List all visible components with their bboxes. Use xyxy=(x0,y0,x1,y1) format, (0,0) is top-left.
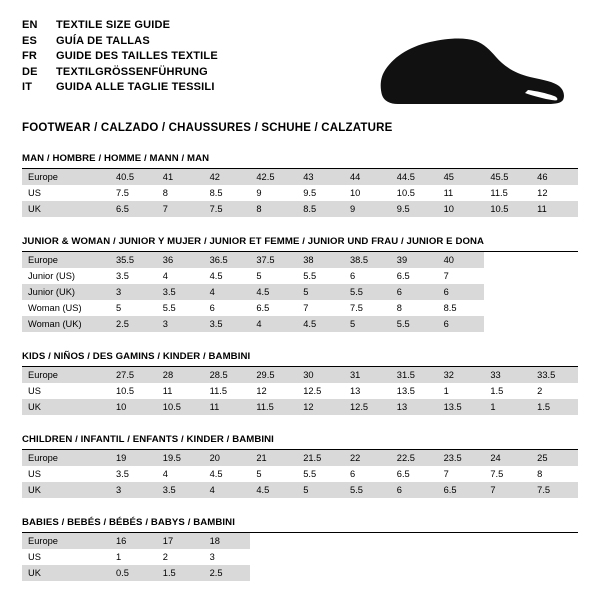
size-cell: 1.5 xyxy=(157,565,204,581)
size-cell: 3.5 xyxy=(116,469,129,479)
size-cell: 8 xyxy=(396,303,402,313)
table-row xyxy=(22,565,578,581)
table-row xyxy=(22,399,578,415)
table-row xyxy=(22,383,578,399)
empty-cell xyxy=(531,284,578,300)
size-cell: 5.5 xyxy=(162,303,176,313)
size-cell: 7.5 xyxy=(116,188,129,198)
size-cell: 10.5 xyxy=(116,386,135,396)
table-row xyxy=(22,300,578,316)
size-cell: 13.5 xyxy=(396,386,415,396)
size-cell: 5 xyxy=(116,303,122,313)
size-cell: 6.5 xyxy=(438,482,485,498)
size-cell: 17 xyxy=(157,533,204,549)
size-cell: 4.5 xyxy=(209,469,223,479)
table-row xyxy=(22,252,578,268)
size-cell: 12.5 xyxy=(303,386,322,396)
size-cell: 7.5 xyxy=(349,303,363,313)
size-cell: 37.5 xyxy=(250,252,297,268)
size-cell: 46 xyxy=(531,169,578,185)
size-group-title: MAN / HOMBRE / HOMME / MANN / MAN xyxy=(22,153,578,169)
size-cell: 10.5 xyxy=(484,201,531,217)
size-cell: 43 xyxy=(297,169,344,185)
size-cell: 2 xyxy=(162,552,168,562)
size-table xyxy=(22,169,578,217)
size-cell: 27.5 xyxy=(110,367,157,383)
size-cell: 4.5 xyxy=(250,482,297,498)
row-label: Junior (US) xyxy=(28,271,76,281)
size-cell: 2.5 xyxy=(110,316,157,332)
size-cell: 7 xyxy=(443,271,449,281)
page-header xyxy=(22,18,578,106)
size-cell: 8 xyxy=(162,188,168,198)
dress-shoe-icon xyxy=(378,28,568,108)
size-cell: 40 xyxy=(438,252,485,268)
size-cell: 28 xyxy=(157,367,204,383)
size-cell: 12 xyxy=(256,386,267,396)
table-row xyxy=(22,466,578,482)
size-table xyxy=(22,533,578,581)
language-code: EN xyxy=(22,19,38,31)
size-cell: 5 xyxy=(297,482,344,498)
size-cell: 10 xyxy=(438,201,485,217)
table-row xyxy=(22,316,578,332)
size-cell: 13 xyxy=(349,386,361,396)
size-cell: 45.5 xyxy=(484,169,531,185)
size-cell: 3.5 xyxy=(157,284,204,300)
size-cell: 6 xyxy=(438,284,485,300)
size-cell: 23.5 xyxy=(438,450,485,466)
size-cell: 3 xyxy=(209,552,215,562)
size-cell: 21 xyxy=(250,450,297,466)
size-group-title: BABIES / BEBÉS / BÉBÉS / BABYS / BAMBINI xyxy=(22,517,578,533)
empty-cell xyxy=(250,549,297,565)
size-group xyxy=(22,236,578,332)
size-cell: 12.5 xyxy=(344,399,391,415)
size-cell: 4 xyxy=(162,469,168,479)
size-group xyxy=(22,153,578,217)
size-cell: 4.5 xyxy=(250,284,297,300)
table-row xyxy=(22,367,578,383)
size-cell: 8 xyxy=(537,469,543,479)
size-cell: 36.5 xyxy=(204,252,251,268)
size-cell: 6.5 xyxy=(396,271,410,281)
size-cell: 24 xyxy=(484,450,531,466)
empty-cell xyxy=(297,533,344,549)
size-cell: 33 xyxy=(484,367,531,383)
row-label: Woman (UK) xyxy=(22,316,110,332)
empty-cell xyxy=(438,533,485,549)
row-label: US xyxy=(28,386,41,396)
size-cell: 10 xyxy=(110,399,157,415)
size-cell: 3 xyxy=(157,316,204,332)
table-row xyxy=(22,284,578,300)
empty-cell xyxy=(531,316,578,332)
size-cell: 21.5 xyxy=(297,450,344,466)
empty-cell xyxy=(531,549,578,565)
size-cell: 2 xyxy=(537,386,543,396)
size-cell: 13.5 xyxy=(438,399,485,415)
language-code: ES xyxy=(22,34,38,47)
table-row xyxy=(22,185,578,201)
size-cell: 6 xyxy=(349,469,356,479)
row-label: Europe xyxy=(22,533,110,549)
size-cell: 20 xyxy=(204,450,251,466)
size-cell: 10.5 xyxy=(157,399,204,415)
size-cell: 5.5 xyxy=(391,316,438,332)
size-cell: 36 xyxy=(157,252,204,268)
size-cell: 11 xyxy=(204,399,251,415)
empty-cell xyxy=(484,549,531,565)
size-cell: 25 xyxy=(531,450,578,466)
size-cell: 31.5 xyxy=(391,367,438,383)
size-cell: 5.5 xyxy=(303,469,317,479)
table-row xyxy=(22,201,578,217)
empty-cell xyxy=(531,268,578,284)
size-cell: 12 xyxy=(537,188,548,198)
size-cell: 10 xyxy=(349,188,361,198)
size-cell: 1 xyxy=(443,386,449,396)
empty-cell xyxy=(250,565,297,581)
size-cell: 4 xyxy=(204,284,251,300)
size-cell: 6 xyxy=(391,284,438,300)
row-label: US xyxy=(28,552,41,562)
size-cell: 5 xyxy=(256,469,262,479)
row-label: UK xyxy=(22,565,110,581)
size-cell: 13 xyxy=(391,399,438,415)
size-cell: 11.5 xyxy=(209,386,227,396)
empty-cell xyxy=(344,565,391,581)
empty-cell xyxy=(438,549,485,565)
size-cell: 3 xyxy=(110,482,157,498)
empty-cell xyxy=(484,252,531,268)
size-group-title: KIDS / NIÑOS / DES GAMINS / KINDER / BAMBINI xyxy=(22,351,578,367)
size-cell: 4.5 xyxy=(297,316,344,332)
size-group xyxy=(22,517,578,581)
size-group-title: CHILDREN / INFANTIL / ENFANTS / KINDER / BAMBINI xyxy=(22,434,578,450)
size-cell: 8.5 xyxy=(297,201,344,217)
empty-cell xyxy=(531,533,578,549)
empty-cell xyxy=(484,533,531,549)
row-label: Europe xyxy=(22,450,110,466)
size-cell: 38 xyxy=(297,252,344,268)
table-row xyxy=(22,450,578,466)
size-cell: 6.5 xyxy=(110,201,157,217)
size-cell: 3 xyxy=(110,284,157,300)
size-cell: 8.5 xyxy=(209,188,223,198)
size-cell: 44.5 xyxy=(391,169,438,185)
size-cell: 6.5 xyxy=(256,303,270,313)
size-cell: 6 xyxy=(438,316,485,332)
size-cell: 9 xyxy=(344,201,391,217)
size-cell: 38.5 xyxy=(344,252,391,268)
table-row xyxy=(22,268,578,284)
size-cell: 5.5 xyxy=(344,284,391,300)
empty-cell xyxy=(250,533,297,549)
size-cell: 3.5 xyxy=(157,482,204,498)
size-cell: 30 xyxy=(297,367,344,383)
size-cell: 16 xyxy=(110,533,157,549)
size-group xyxy=(22,351,578,415)
size-cell: 1 xyxy=(116,552,122,562)
size-cell: 8.5 xyxy=(443,303,457,313)
size-cell: 7.5 xyxy=(204,201,251,217)
row-label: US xyxy=(28,188,41,198)
size-cell: 7.5 xyxy=(531,482,578,498)
size-cell: 5 xyxy=(297,284,344,300)
table-row xyxy=(22,169,578,185)
language-guide-title: TEXTILGRÖSSENFÜHRUNG xyxy=(56,65,208,78)
size-cell: 5.5 xyxy=(303,271,317,281)
size-cell: 7.5 xyxy=(490,469,504,479)
table-row xyxy=(22,549,578,565)
size-cell: 1.5 xyxy=(490,386,504,396)
size-cell: 28.5 xyxy=(204,367,251,383)
table-row xyxy=(22,482,578,498)
size-cell: 9.5 xyxy=(391,201,438,217)
size-cell: 6 xyxy=(209,303,215,313)
size-group xyxy=(22,434,578,498)
empty-cell xyxy=(484,268,531,284)
size-cell: 35.5 xyxy=(110,252,157,268)
size-cell: 41 xyxy=(157,169,204,185)
size-cell: 44 xyxy=(344,169,391,185)
size-cell: 1 xyxy=(484,399,531,415)
size-cell: 11 xyxy=(162,386,173,396)
empty-cell xyxy=(297,565,344,581)
size-cell: 7 xyxy=(443,469,449,479)
size-cell: 19 xyxy=(110,450,157,466)
size-cell: 1.5 xyxy=(531,399,578,415)
size-cell: 6.5 xyxy=(396,469,410,479)
empty-cell xyxy=(484,284,531,300)
size-cell: 39 xyxy=(391,252,438,268)
empty-cell xyxy=(531,300,578,316)
language-guide-title: GUÍA DE TALLAS xyxy=(56,34,150,47)
empty-cell xyxy=(438,565,485,581)
size-cell: 42.5 xyxy=(250,169,297,185)
size-cell: 4 xyxy=(162,271,168,281)
size-cell: 3.5 xyxy=(204,316,251,332)
language-guide-title: GUIDE DES TAILLES TEXTILE xyxy=(56,50,218,62)
empty-cell xyxy=(531,252,578,268)
size-cell: 29.5 xyxy=(250,367,297,383)
size-cell: 7 xyxy=(484,482,531,498)
empty-cell xyxy=(531,565,578,581)
table-row xyxy=(22,533,578,549)
size-cell: 5.5 xyxy=(344,482,391,498)
row-label: Europe xyxy=(22,169,110,185)
size-cell: 12 xyxy=(297,399,344,415)
empty-cell xyxy=(297,549,344,565)
language-code: FR xyxy=(22,50,38,62)
size-cell: 6 xyxy=(349,271,356,281)
size-cell: 9 xyxy=(256,188,262,198)
size-cell: 11.5 xyxy=(490,188,508,198)
language-code: DE xyxy=(22,65,38,78)
row-label: UK xyxy=(22,482,110,498)
empty-cell xyxy=(484,300,531,316)
size-group-title: JUNIOR & WOMAN / JUNIOR Y MUJER / JUNIOR ET FEMME / JUNIOR UND FRAU / JUNIOR E DONA xyxy=(22,236,578,252)
size-cell: 19.5 xyxy=(157,450,204,466)
empty-cell xyxy=(391,565,438,581)
size-cell: 2.5 xyxy=(204,565,251,581)
size-cell: 31 xyxy=(344,367,391,383)
size-cell: 4.5 xyxy=(209,271,223,281)
size-cell: 11.5 xyxy=(250,399,297,415)
size-cell: 6 xyxy=(391,482,438,498)
empty-cell xyxy=(391,533,438,549)
size-tables-container xyxy=(22,153,578,581)
size-cell: 11 xyxy=(531,201,578,217)
row-label: Junior (UK) xyxy=(22,284,110,300)
size-table xyxy=(22,252,578,332)
size-cell: 32 xyxy=(438,367,485,383)
empty-cell xyxy=(344,549,391,565)
size-table xyxy=(22,450,578,498)
size-cell: 45 xyxy=(438,169,485,185)
size-cell: 42 xyxy=(204,169,251,185)
row-label: UK xyxy=(22,201,110,217)
size-cell: 0.5 xyxy=(110,565,157,581)
size-cell: 11 xyxy=(443,188,454,198)
row-label: US xyxy=(28,469,41,479)
row-label: Woman (US) xyxy=(28,303,82,313)
size-cell: 4 xyxy=(250,316,297,332)
size-cell: 33.5 xyxy=(531,367,578,383)
language-guide-title: GUIDA ALLE TAGLIE TESSILI xyxy=(56,81,215,93)
size-cell: 10.5 xyxy=(396,188,415,198)
size-cell: 18 xyxy=(204,533,251,549)
size-cell: 22 xyxy=(344,450,391,466)
size-cell: 9.5 xyxy=(303,188,317,198)
empty-cell xyxy=(391,549,438,565)
footwear-section-title: FOOTWEAR / CALZADO / CHAUSSURES / SCHUHE / CALZATURE xyxy=(22,122,393,134)
empty-cell xyxy=(344,533,391,549)
size-cell: 5 xyxy=(344,316,391,332)
size-table xyxy=(22,367,578,415)
size-cell: 40.5 xyxy=(110,169,157,185)
row-label: Europe xyxy=(22,367,110,383)
size-cell: 4 xyxy=(204,482,251,498)
size-cell: 7 xyxy=(303,303,309,313)
size-cell: 7 xyxy=(157,201,204,217)
size-cell: 3.5 xyxy=(116,271,129,281)
language-code: IT xyxy=(22,81,33,93)
empty-cell xyxy=(484,316,531,332)
row-label: Europe xyxy=(22,252,110,268)
size-cell: 5 xyxy=(256,271,262,281)
row-label: UK xyxy=(22,399,110,415)
language-guide-title: TEXTILE SIZE GUIDE xyxy=(56,19,171,31)
size-cell: 8 xyxy=(250,201,297,217)
empty-cell xyxy=(484,565,531,581)
size-cell: 22.5 xyxy=(391,450,438,466)
